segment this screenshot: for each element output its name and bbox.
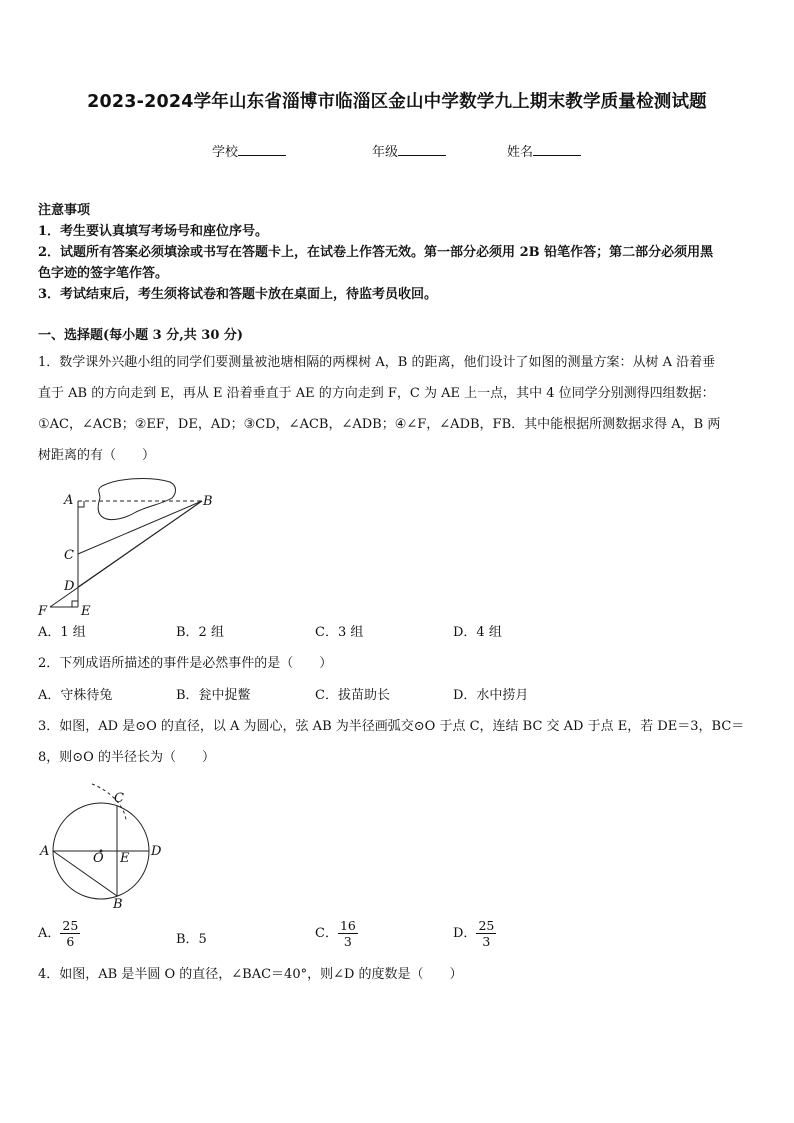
notice-item-3: 3．考试结束后，考生须将试卷和答题卡放在桌面上，待监考员收回。 [38, 287, 438, 302]
q1-line-4: 树距离的有（ ） [38, 448, 156, 463]
grade-label: 年级 [372, 145, 399, 160]
label-c: C [114, 791, 124, 806]
segment-cb [78, 501, 202, 554]
q3-line-2: 8，则⊙O 的半径长为（ ） [38, 750, 215, 765]
fraction-denominator: 3 [343, 934, 352, 949]
grade-blank[interactable] [398, 143, 446, 156]
q3-option-c-fraction [338, 918, 358, 949]
fraction-numerator: 25 [478, 918, 495, 933]
notice-item-2: 2．试题所有答案必须填涂或书写在答题卡上，在试卷上作答无效。第一部分必须用 2B 铅笔作答；第二部分必须用黑 [38, 245, 714, 260]
q1-option-c[interactable]: C．3 组 [315, 625, 364, 640]
q3-option-d-label: D． [453, 926, 477, 941]
label-e: E [81, 604, 91, 619]
q1-line-2: 直于 AB 的方向走到 E，再从 E 沿着垂直于 AE 的方向走到 F，C 为 AE 上一点，其中 4 位同学分别测得四组数据： [38, 386, 715, 401]
section-heading: 一、选择题(每小题 3 分,共 30 分) [38, 328, 244, 343]
q3-figure [30, 780, 180, 912]
q1-option-d[interactable]: D．4 组 [453, 625, 502, 640]
label-d: D [64, 579, 75, 594]
q3-option-c[interactable] [315, 918, 358, 949]
label-d: D [151, 844, 162, 859]
right-angle-e [72, 601, 78, 607]
q3-option-a[interactable] [38, 918, 80, 949]
q3-option-a-fraction [60, 918, 80, 949]
school-label: 学校 [212, 145, 239, 160]
label-b: B [203, 494, 213, 509]
fraction-numerator: 25 [62, 918, 79, 933]
label-b: B [113, 897, 123, 912]
q3-option-c-label: C． [315, 926, 338, 941]
q3-option-a-label: A． [38, 926, 61, 941]
q3-line-1: 3．如图，AD 是⊙O 的直径，以 A 为圆心，弦 AB 为半径画弧交⊙O 于点 C，连结 BC 交 AD 于点 E，若 DE＝3，BC＝ [38, 719, 745, 734]
q2-option-c[interactable]: C．拔苗助长 [315, 688, 390, 703]
label-f: F [38, 604, 48, 619]
q3-option-d-fraction [476, 918, 496, 949]
label-o: O [93, 851, 104, 866]
pond-shape [98, 479, 175, 520]
notice-item-2-cont: 色字迹的签字笔作答。 [38, 266, 169, 281]
q4-stem: 4．如图，AB 是半圆 O 的直径，∠BAC＝40°，则∠D 的度数是（ ） [38, 967, 463, 982]
q2-option-d[interactable]: D．水中捞月 [453, 688, 529, 703]
label-c: C [64, 548, 74, 563]
fraction-denominator: 6 [66, 934, 75, 949]
q2-option-a[interactable]: A．守株待兔 [38, 688, 113, 703]
name-label: 姓名 [507, 145, 534, 160]
q1-line-1: 1．数学课外兴趣小组的同学们要测量被池塘相隔的两棵树 A，B 的距离，他们设计了如图的测量方案：从树 A 沿着垂 [38, 355, 716, 370]
page-title: 2023-2024学年山东省淄博市临淄区金山中学数学九上期末教学质量检测试题 [87, 92, 707, 112]
notice-heading: 注意事项 [38, 203, 91, 218]
q2-option-b[interactable]: B．瓮中捉鳖 [176, 688, 251, 703]
label-a: A [40, 844, 50, 859]
q2-stem: 2．下列成语所描述的事件是必然事件的是（ ） [38, 656, 333, 671]
grade-field[interactable] [372, 141, 446, 160]
school-field[interactable] [212, 141, 286, 160]
notice-item-1: 1．考生要认真填写考场号和座位序号。 [38, 224, 269, 239]
name-blank[interactable] [533, 143, 581, 156]
label-a: A [64, 493, 74, 508]
q1-option-a[interactable]: A．1 组 [38, 625, 86, 640]
name-field[interactable] [507, 141, 581, 160]
school-blank[interactable] [238, 143, 286, 156]
label-e: E [120, 851, 130, 866]
q3-option-d[interactable] [453, 918, 496, 949]
q1-figure [30, 474, 230, 624]
fraction-numerator: 16 [339, 918, 356, 933]
right-angle-a [78, 501, 84, 507]
q1-option-b[interactable]: B．2 组 [176, 625, 224, 640]
segment-ab [53, 851, 117, 896]
q1-line-3: ①AC，∠ACB；②EF，DE，AD；③CD，∠ACB，∠ADB；④∠F，∠ADB，FB．其中能根据所测数据求得 A，B 两 [38, 417, 721, 432]
q3-option-b[interactable]: B．5 [176, 932, 207, 947]
fraction-denominator: 3 [482, 934, 491, 949]
